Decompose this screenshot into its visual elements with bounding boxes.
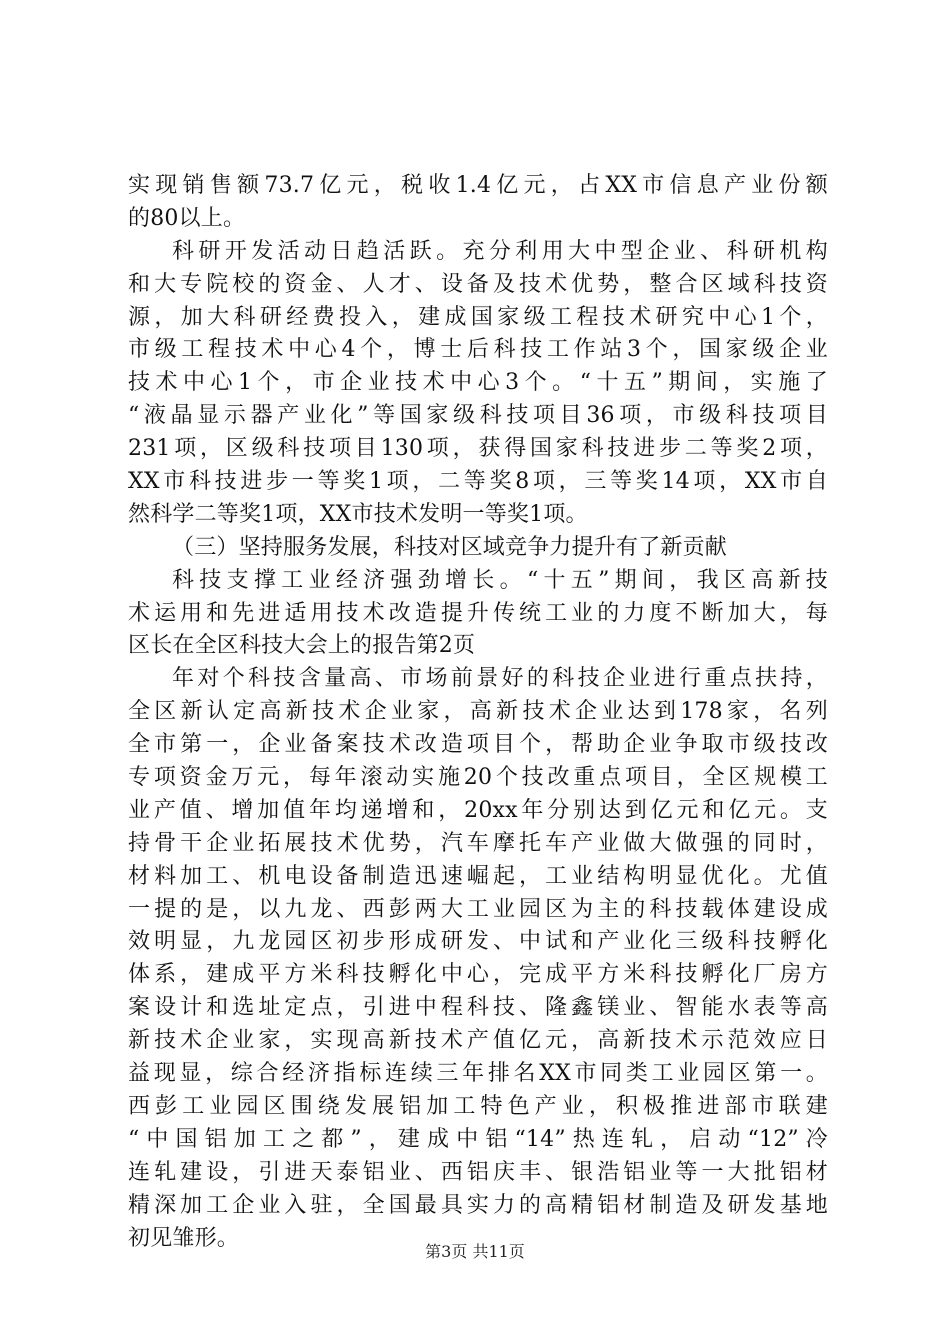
text-line: （三）坚持服务发展，科技对区域竞争力提升有了新贡献 (172, 534, 728, 560)
text-line: 西彭工业园区围绕发展铝加工特色产业，积极推进部市联建 (128, 1093, 828, 1119)
text-line: 初见雏形。 (128, 1225, 240, 1251)
text-line: 专项资金万元，每年滚动实施20个技改重点项目，全区规模工 (128, 765, 828, 791)
text-line: 科技支撑工业经济强劲增长。“十五”期间，我区高新技 (172, 567, 828, 593)
text-line: 新技术企业家，实现高新技术产值亿元，高新技术示范效应日 (128, 1028, 828, 1054)
text-line: 案设计和选址定点，引进中程科技、隆鑫镁业、智能水表等高 (128, 995, 828, 1021)
text-line: 益现显，综合经济指标连续三年排名XX市同类工业园区第一。 (128, 1061, 828, 1087)
text-line: 技术中心1个，市企业技术中心3个。“十五”期间，实施了 (128, 370, 828, 396)
text-line: 体系，建成平方米科技孵化中心，完成平方米科技孵化厂房方 (128, 962, 828, 988)
text-line: “中国铝加工之都”，建成中铝“14”热连轧，启动“12”冷 (128, 1126, 828, 1152)
text-line: 精深加工企业入驻，全国最具实力的高精铝材制造及研发基地 (128, 1192, 828, 1218)
text-line: 术运用和先进适用技术改造提升传统工业的力度不断加大，每 (128, 600, 828, 626)
document-body (128, 170, 828, 1255)
text-line: 和大专院校的资金、人才、设备及技术优势，整合区域科技资 (128, 271, 828, 297)
text-line: “液晶显示器产业化”等国家级科技项目36项，市级科技项目 (128, 403, 828, 429)
text-line: 市级工程技术中心4个，博士后科技工作站3个，国家级企业 (128, 337, 828, 363)
text-line: 业产值、增加值年均递增和，20xx年分别达到亿元和亿元。支 (128, 797, 828, 823)
page-footer: 第3页 共11页 (425, 1242, 525, 1261)
text-line: 连轧建设，引进天泰铝业、西铝庆丰、银浩铝业等一大批铝材 (128, 1159, 828, 1185)
text-line: 区长在全区科技大会上的报告第2页 (128, 633, 476, 659)
text-line: XX市科技进步一等奖1项，二等奖8项，三等奖14项，XX市自 (128, 469, 828, 495)
text-line: 231项，区级科技项目130项，获得国家科技进步二等奖2项， (128, 436, 828, 462)
text-line: 一提的是，以九龙、西彭两大工业园区为主的科技载体建设成 (128, 896, 828, 922)
text-line: 持骨干企业拓展技术优势，汽车摩托车产业做大做强的同时， (128, 830, 828, 856)
text-line: 全区新认定高新技术企业家，高新技术企业达到178家，名列 (128, 699, 828, 725)
text-line: 科研开发活动日趋活跃。充分利用大中型企业、科研机构 (172, 238, 828, 264)
text-line: 然科学二等奖1项，XX市技术发明一等奖1项。 (128, 501, 588, 527)
text-line: 年对个科技含量高、市场前景好的科技企业进行重点扶持， (172, 666, 828, 692)
text-line: 效明显，九龙园区初步形成研发、中试和产业化三级科技孵化 (128, 929, 828, 955)
text-line: 全市第一，企业备案技术改造项目个，帮助企业争取市级技改 (128, 732, 828, 758)
text-line: 实现销售额73.7亿元，税收1.4亿元，占XX市信息产业份额 (128, 173, 828, 198)
text-line: 的80以上。 (128, 205, 246, 231)
text-line: 源，加大科研经费投入，建成国家级工程技术研究中心1个， (128, 304, 828, 330)
text-line: 材料加工、机电设备制造迅速崛起，工业结构明显优化。尤值 (128, 863, 828, 889)
